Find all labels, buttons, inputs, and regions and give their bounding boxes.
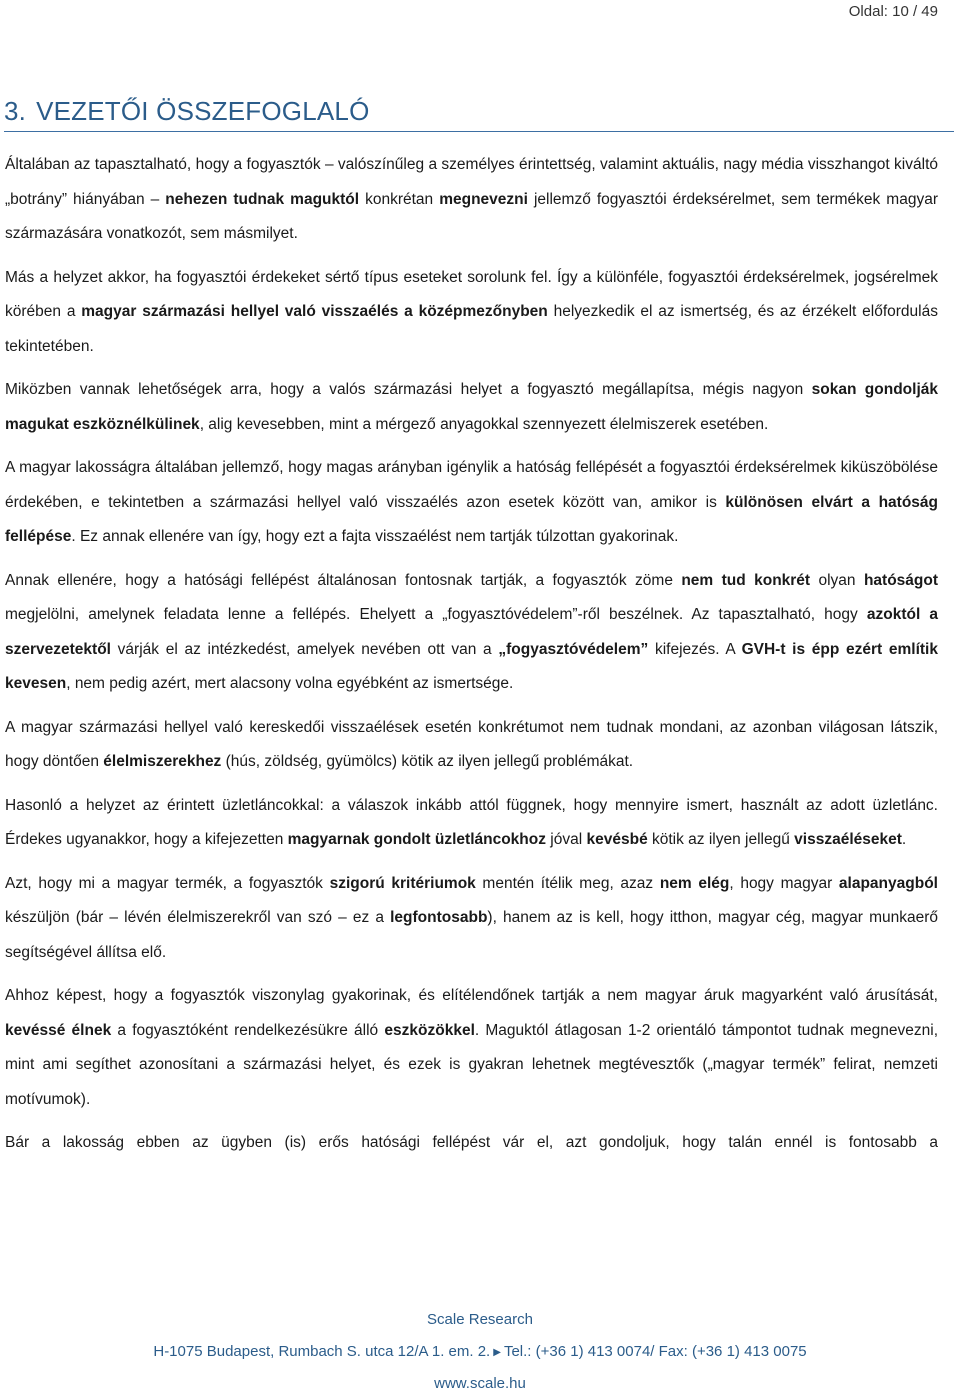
text-run: mentén ítélik meg, azaz	[475, 874, 660, 892]
text-run: A magyar származási hellyel való kereskedői visszaélések esetén konkrétumot nem tudnak mondani, az azonban világosan látszik, hogy döntően	[5, 718, 938, 770]
text-run: ), hanem az is kell, hogy itthon, magyar cég, magyar munkaerő segítségével állítsa elő.	[5, 909, 938, 961]
paragraph	[5, 789, 938, 858]
bold-text: azoktól a szervezetektől	[5, 606, 939, 658]
text-run: A magyar lakosságra általában jellemző, hogy magas arányban igénylik a hatóság fellépését a fogyasztói érdeksérelmek kiküszöbölése érdekében, e tekintetben a származási hellyel való visszaélés azon esetek között van, amikor is	[5, 459, 938, 511]
text-run: (hús, zöldség, gyümölcs) kötik az ilyen jellegű problémákat.	[221, 753, 634, 770]
bold-text: magyarnak gondolt üzletláncokhoz	[287, 831, 546, 848]
text-run: Általában az tapasztalható, hogy a fogyasztók – valószínűleg a személyes érintettség, valamint aktuális, nagy média visszhangot kiváltó „botrány” hiányában –	[5, 156, 938, 208]
footer-address-phone: Tel.: (+36 1) 413 0074/ Fax: (+36 1) 413 0075	[503, 1343, 807, 1360]
bold-text: nem tud konkrét	[681, 571, 811, 589]
text-run: Miközben vannak lehetőségek arra, hogy a valós származási helyet a fogyasztó megállapítsa, mégis nagyon	[5, 381, 812, 398]
text-run: helyezkedik el az ismertség, és az érzékelt előfordulás tekintetében.	[5, 303, 938, 355]
text-run: Bár a lakosság ebben az ügyben (is) erős hatósági fellépést vár el, azt gondoljuk, hogy talán ennél is fontosabb a	[5, 1134, 938, 1151]
text-run: . Maguktól átlagosan 1-2 orientáló támpontot tudnak megnevezni, mint ami segíthet azonosítani a származási helyet, és ezek is gyakran lehetnek megtévesztők („magyar termék” felirat, nemzeti motívumok).	[5, 1021, 939, 1108]
text-run: . Ez annak ellenére van így, hogy ezt a fajta visszaélést nem tartják túlzottan gyakorinak.	[71, 528, 679, 545]
bold-text: alapanyagból	[838, 874, 938, 892]
text-run: konkrétan	[359, 190, 440, 208]
text-run: jellemző fogyasztói érdeksérelmet, sem termékek magyar származására vonatkozót, sem másmilyet.	[5, 190, 938, 242]
bold-text: „fogyasztóvédelem”	[498, 640, 649, 658]
bold-text: GVH-t is épp ezért említik kevesen	[5, 640, 938, 692]
text-run: várják el az intézkedést, amelyek nevében ott van a	[110, 640, 499, 658]
text-run: olyan	[810, 571, 864, 589]
bold-text: kevéssé élnek	[5, 1021, 112, 1039]
text-run: .	[901, 831, 907, 848]
text-run: Más a helyzet akkor, ha fogyasztói érdekeket sértő típus eseteket sorolunk fel. Így a különféle, fogyasztói érdeksérelmek, jogsérelmek körében a	[5, 268, 938, 320]
section-number: 3.	[4, 96, 27, 126]
text-run: Hasonló a helyzet az érintett üzletláncokkal: a válaszok inkább attól függnek, hogy mennyire ismert, használt az adott üzletlánc. Érdekes ugyanakkor, hogy a kifejezetten	[5, 796, 938, 848]
text-run: Annak ellenére, hogy a hatósági fellépést általánosan fontosnak tartják, a fogyasztók zöme	[5, 571, 682, 589]
bold-text: nehezen tudnak maguktól	[165, 190, 360, 208]
paragraph	[5, 867, 938, 971]
paragraph	[5, 261, 938, 365]
bold-text: szigorú kritériumok	[329, 874, 476, 892]
footer-website: www.scale.hu	[434, 1375, 526, 1392]
bold-text: sokan gondolják magukat eszköznélkülinek	[5, 381, 938, 433]
text-run: megjelölni, amelynek feladata lenne a fellépés. Ehelyett a „fogyasztóvédelem”-ről beszélnek. Az tapasztalható, hogy	[5, 606, 867, 623]
text-run: készüljön (bár – lévén élelmiszerekről van szó – ez a	[5, 909, 391, 926]
bold-text: kevésbé	[586, 831, 648, 848]
footer-company: Scale Research	[427, 1311, 533, 1328]
footer-address	[0, 1343, 960, 1360]
arrow-right-icon: ▶	[493, 1347, 501, 1358]
bold-text: eszközökkel	[384, 1021, 475, 1039]
text-run: kötik az ilyen jellegű	[647, 831, 795, 848]
paragraph	[5, 1126, 938, 1160]
bold-text: hatóságot	[863, 571, 938, 589]
bold-text: magyar származási hellyel való visszaélés a középmezőnyben	[81, 303, 548, 320]
paragraph	[5, 564, 938, 702]
text-run: kifejezés. A	[648, 640, 742, 658]
text-run: jóval	[546, 831, 587, 848]
paragraph	[5, 148, 938, 252]
bold-text: különösen elvárt a hatóság fellépése	[5, 493, 938, 545]
bold-text: legfontosabb	[390, 909, 488, 926]
page-number: Oldal: 10 / 49	[848, 3, 938, 20]
bold-text: megnevezni	[439, 190, 528, 208]
text-run: Azt, hogy mi a magyar termék, a fogyasztók	[5, 874, 330, 892]
section-heading	[4, 96, 954, 132]
paragraph	[5, 451, 938, 555]
text-run: , alig kevesebben, mint a mérgező anyagokkal szennyezett élelmiszerek esetében.	[199, 415, 769, 433]
footer-address-street: H-1075 Budapest, Rumbach S. utca 12/A 1. em. 2.	[153, 1343, 491, 1360]
paragraph	[5, 373, 938, 442]
text-run: a fogyasztóként rendelkezésükre álló	[111, 1021, 385, 1039]
paragraph	[5, 711, 938, 780]
text-run: , hogy magyar	[729, 874, 839, 892]
bold-text: nem elég	[659, 874, 730, 892]
bold-text: élelmiszerekhez	[103, 753, 222, 770]
text-run: Ahhoz képest, hogy a fogyasztók viszonylag gyakorinak, és elítélendőnek tartják a nem magyar áruk magyarként való árusítását,	[5, 987, 938, 1004]
text-run: , nem pedig azért, mert alacsony volna egyébként az ismertsége.	[66, 675, 514, 692]
section-title: VEZETŐI ÖSSZEFOGLALÓ	[36, 96, 370, 126]
paragraph	[5, 979, 938, 1117]
summary-content	[5, 148, 938, 1160]
bold-text: visszaéléseket	[794, 831, 902, 848]
